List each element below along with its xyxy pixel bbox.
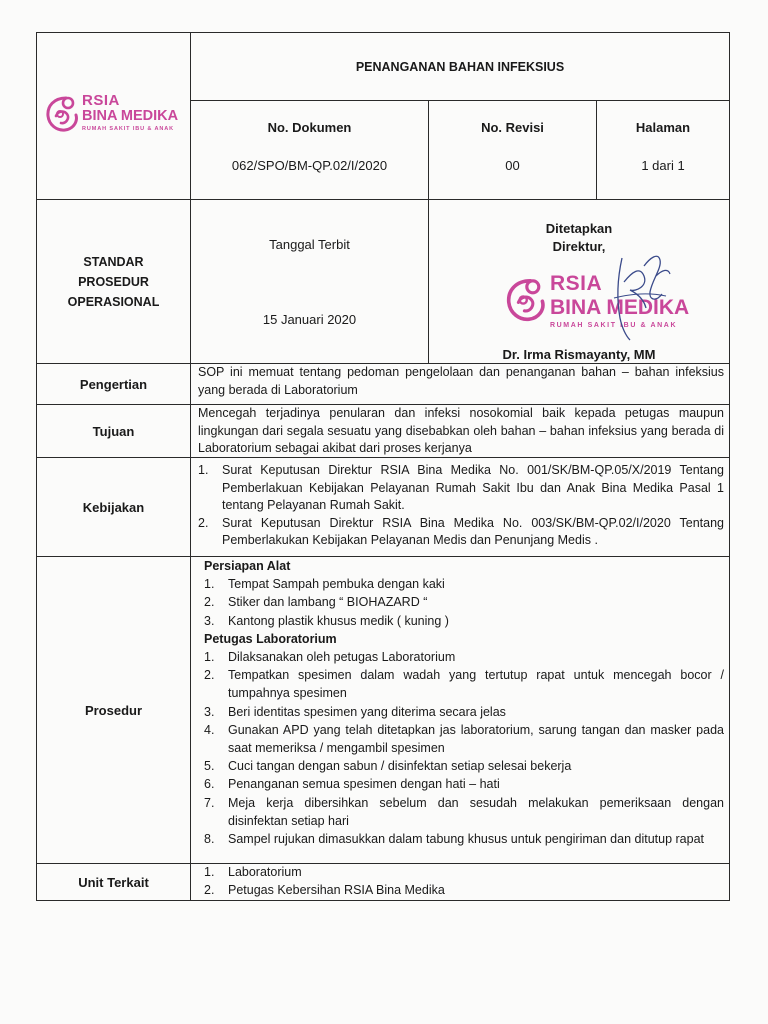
- issue-date-label: Tanggal Terbit: [269, 236, 350, 252]
- mother-child-icon: [44, 94, 84, 134]
- list-item: 1. Surat Keputusan Direktur RSIA Bina Medika No. 001/SK/BM-QP.05/X/2019 Tentang Pemberlakuan Kebijakan Pelayanan Rumah Sakit Ibu dan Anak Bina Medika Pasal 1 tentang Pelayanan Rumah Sakit.: [198, 463, 724, 512]
- hospital-logo: [44, 92, 186, 138]
- logo-line1: RSIA: [82, 92, 120, 109]
- list-item: 3. Kantong plastik khusus medik ( kuning ): [204, 613, 449, 628]
- tujuan-label: Tujuan: [92, 423, 135, 439]
- stamp-logo-tagline: RUMAH SAKIT IBU & ANAK: [550, 322, 678, 329]
- doc-no-value: 062/SPO/BM-QP.02/I/2020: [231, 157, 388, 173]
- pengertian-text: SOP ini memuat tentang pedoman pengelolaan dan penanganan bahan – bahan infeksius yang berada di Laboratorium: [198, 365, 724, 397]
- kebijakan-list: [198, 462, 724, 550]
- pengertian-label: Pengertian: [79, 376, 148, 392]
- list-item: 1. Dilaksanakan oleh petugas Laboratorium: [204, 650, 456, 665]
- doc-no-label: No. Dokumen: [267, 119, 352, 135]
- table-border-bottom: [36, 900, 729, 901]
- list-item: 1. Laboratorium: [204, 865, 302, 879]
- prosedur-content: [204, 557, 724, 848]
- list-item: 2. Petugas Kebersihan RSIA Bina Medika: [204, 882, 445, 897]
- list-item: 1. Tempat Sampah pembuka dengan kaki: [204, 577, 445, 592]
- unit-label: Unit Terkait: [78, 874, 149, 890]
- revision-label: No. Revisi: [481, 119, 544, 135]
- table-line: [190, 100, 729, 101]
- approved-line1: Ditetapkan: [545, 220, 613, 236]
- tujuan-text: Mencegah terjadinya penularan dan infeksi nosokomial baik kepada petugas maupun lingkungan dari segala sesuatu yang disebabkan oleh bahan – bahan infeksius yang berada di Laboratorium sebagai akibat dari proses kerjanya: [198, 406, 724, 455]
- list-item: 5. Cuci tangan dengan sabun / disinfektan setiap selesai bekerja: [204, 759, 572, 774]
- list-item: 2. Surat Keputusan Direktur RSIA Bina Medika No. 003/SK/BM-QP.02/I/2020 Tentang Pemberlakukan Kebijakan Pelayanan Medis dan Penunjang Medis .: [198, 515, 724, 547]
- list-item: 4. Gunakan APD yang telah ditetapkan jas laboratorium, sarung tangan dan masker pada saat memeriksa / mengambil spesimen: [204, 722, 724, 756]
- list-item: 3. Beri identitas spesimen yang diterima secara jelas: [204, 704, 506, 719]
- director-signature-icon: [600, 236, 680, 346]
- sop-label: STANDAR PROSEDUR OPERASIONAL: [67, 254, 160, 309]
- director-name: Dr. Irma Rismayanty, MM: [502, 346, 656, 362]
- mother-child-icon: [504, 274, 552, 326]
- prosedur-group-title: Petugas Laboratorium: [204, 631, 337, 646]
- issue-date-value: 15 Januari 2020: [262, 311, 357, 327]
- approved-line2: Direktur,: [552, 238, 606, 254]
- unit-list: [204, 864, 724, 899]
- logo-tagline: RUMAH SAKIT IBU & ANAK: [82, 126, 175, 132]
- stamp-logo-line2: BINA MEDIKA: [550, 296, 690, 319]
- page-label: Halaman: [635, 119, 691, 135]
- document-title: PENANGANAN BAHAN INFEKSIUS: [355, 59, 565, 74]
- list-item: 8. Sampel rujukan dimasukkan dalam tabung khusus untuk pengiriman dan ditutup rapat: [204, 832, 704, 847]
- list-item: 2. Tempatkan spesimen dalam wadah yang tertutup rapat untuk mencegah bocor / tumpahnya spesimen: [204, 668, 724, 701]
- list-item: 6. Penanganan semua spesimen dengan hati – hati: [204, 777, 500, 792]
- prosedur-label: Prosedur: [84, 702, 143, 718]
- list-item: 7. Meja kerja dibersihkan sebelum dan sesudah melakukan pemeriksaan dengan disinfektan setiap hari: [204, 795, 724, 828]
- list-item: 2. Stiker dan lambang “ BIOHAZARD “: [204, 595, 428, 610]
- logo-line2: BINA MEDIKA: [82, 108, 179, 124]
- table-border-right: [729, 32, 730, 901]
- stamp-logo-line1: RSIA: [550, 272, 603, 295]
- revision-value: 00: [505, 157, 520, 173]
- kebijakan-label: Kebijakan: [82, 499, 145, 515]
- page-value: 1 dari 1: [641, 157, 685, 173]
- prosedur-group-title: Persiapan Alat: [204, 559, 291, 573]
